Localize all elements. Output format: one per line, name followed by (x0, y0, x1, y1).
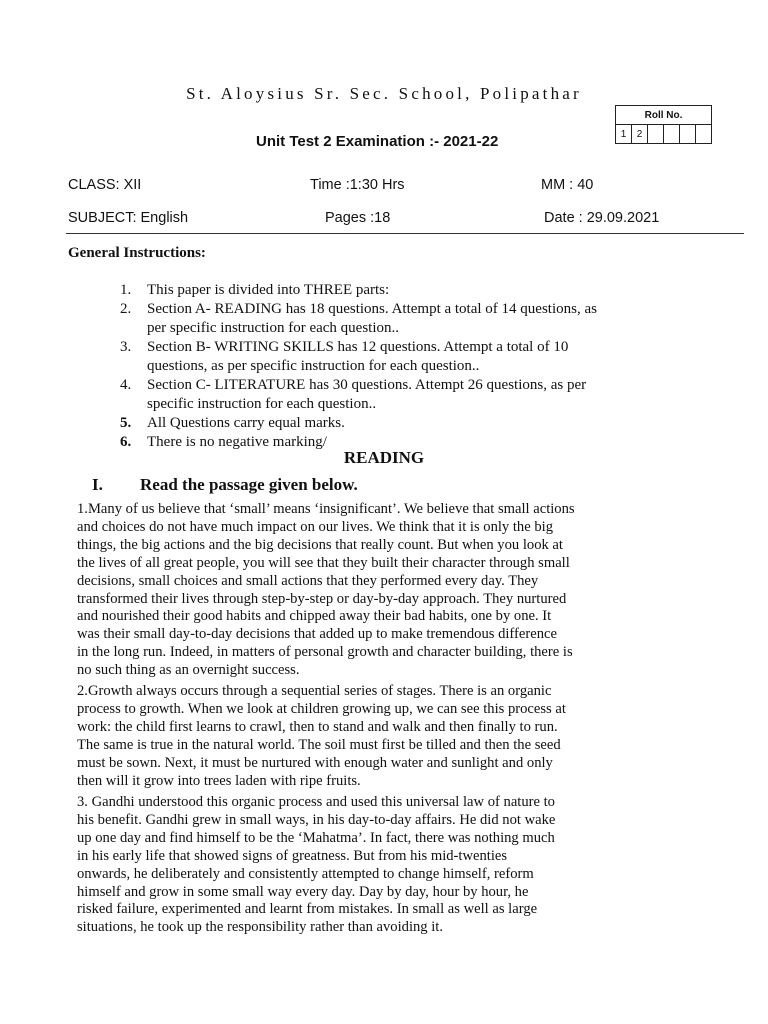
passage-paragraph-1 (77, 501, 637, 680)
roll-number-box (615, 105, 712, 144)
roll-digit (664, 125, 680, 144)
passage-line: things, the big actions and the big decisions that really count. But when you look at (77, 536, 563, 553)
passage-line: and nourished their good habits and chipped away their bad habits, one by one. It (77, 608, 552, 625)
instructions-list (120, 281, 680, 452)
instruction-number: 5. (120, 415, 132, 431)
instruction-number: 6. (120, 434, 132, 450)
instruction-text: There is no negative marking/ (147, 434, 327, 450)
instruction-text: Section C- LITERATURE has 30 questions. Attempt 26 questions, as per (147, 377, 587, 393)
instruction-number: 3. (120, 339, 132, 355)
passage-line: was their small day-to-day decisions that added up to make tremendous difference (77, 626, 557, 643)
instruction-text: Section B- WRITING SKILLS has 12 questions. Attempt a total of 10 (147, 339, 569, 355)
passage-line: and choices do not have much impact on our lives. We think that it is only the big (77, 518, 554, 535)
general-instructions-heading: General Instructions: (68, 245, 206, 261)
roll-digit: 2 (632, 125, 648, 144)
passage-line: 2.Growth always occurs through a sequential series of stages. There is an organic (77, 683, 552, 699)
passage-line: in the long run. Indeed, in matters of personal growth and character building, there is (77, 644, 573, 661)
instruction-item (120, 300, 680, 338)
passage-line: must be sown. Next, it must be nurtured with enough water and sunlight and only (77, 754, 553, 771)
passage-line: 3. Gandhi understood this organic process and used this universal law of nature to (77, 794, 555, 810)
passage-line: himself and grow in some small way every day. Day by day, hour by hour, he (77, 883, 529, 900)
roll-label: Roll No. (616, 106, 712, 125)
instruction-text: Section A- READING has 18 questions. Attempt a total of 14 questions, as (147, 301, 597, 317)
class-info: CLASS: XII (68, 177, 142, 193)
time-info: Time :1:30 Hrs (310, 177, 405, 193)
roll-digit (648, 125, 664, 144)
passage-line: no such thing as an overnight success. (77, 662, 300, 679)
date-info: Date : 29.09.2021 (544, 210, 660, 226)
section-number: I. (92, 475, 103, 494)
passage-line: risked failure, experimented and learnt from mistakes. In small as well as large (77, 901, 538, 918)
instruction-number: 4. (120, 377, 132, 393)
pages-info: Pages :18 (325, 210, 391, 226)
passage-line: transformed their lives through step-by-step or day-by-day approach. They nurtured (77, 590, 567, 607)
passage-line: 1.Many of us believe that ‘small’ means ‘insignificant’. We believe that small actions (77, 501, 575, 517)
passage-paragraph-3 (77, 794, 637, 937)
subject-info: SUBJECT: English (68, 210, 189, 226)
passage-line: his benefit. Gandhi grew in small ways, in his day-to-day affairs. He did not wake (77, 811, 556, 828)
passage-paragraph-2 (77, 683, 637, 790)
instruction-item (120, 414, 680, 433)
instruction-item (120, 338, 680, 376)
roll-digit (680, 125, 696, 144)
instruction-text: per specific instruction for each question.. (147, 320, 399, 336)
instruction-item (120, 376, 680, 414)
school-name: St. Aloysius Sr. Sec. School, Polipathar (186, 84, 582, 103)
instruction-item (120, 281, 680, 300)
roll-digit (696, 125, 712, 144)
passage-line: onwards, he deliberately and consistently attempted to change himself, reform (77, 865, 534, 882)
instruction-text: questions, as per specific instruction for each question.. (147, 358, 480, 374)
passage-line: process to growth. When we look at children growing up, we can see this process at (77, 700, 566, 717)
instruction-text: specific instruction for each question.. (147, 396, 377, 412)
max-marks-info: MM : 40 (541, 177, 594, 193)
passage-line: decisions, small choices and small actions that they performed every day. They (77, 572, 539, 589)
header-divider (66, 233, 744, 234)
instruction-text: All Questions carry equal marks. (147, 415, 345, 431)
passage-line: then will it grow into trees laden with ripe fruits. (77, 772, 361, 789)
passage-line: the lives of all great people, you will see that they built their character through small (77, 554, 570, 571)
section-title: Read the passage given below. (140, 475, 358, 494)
reading-heading: READING (343, 448, 425, 467)
instruction-number: 2. (120, 301, 132, 317)
passage-line: work: the child first learns to crawl, then to stand and walk and then finally to run. (77, 718, 558, 735)
instruction-text: This paper is divided into THREE parts: (147, 282, 390, 298)
instruction-number: 1. (120, 282, 132, 298)
passage-line: up one day and find himself to be the ‘Mahatma’. In fact, there was nothing much (77, 829, 555, 846)
passage-line: The same is true in the natural world. The soil must first be tilled and then the seed (77, 736, 561, 753)
passage-line: situations, he took up the responsibility rather than avoiding it. (77, 919, 444, 936)
exam-title: Unit Test 2 Examination :- 2021-22 (256, 133, 499, 150)
roll-digit: 1 (616, 125, 632, 144)
passage-line: in his early life that showed signs of greatness. But from his mid-twenties (77, 847, 508, 864)
